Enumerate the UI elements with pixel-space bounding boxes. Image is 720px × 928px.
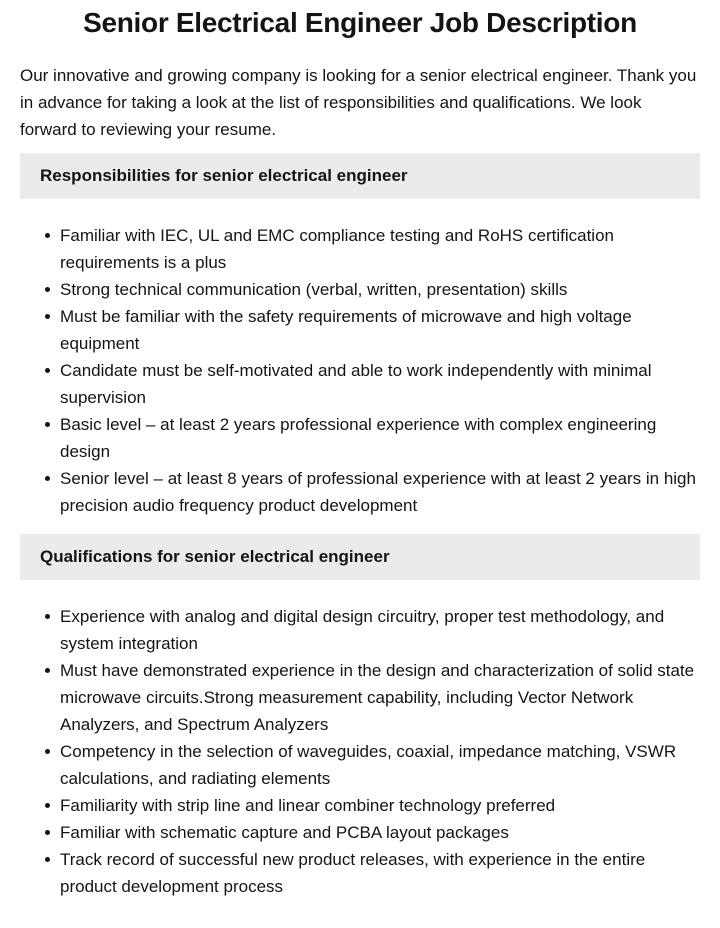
list-item: Must be familiar with the safety requirements of microwave and high voltage equipment [60,303,698,357]
intro-paragraph: Our innovative and growing company is looking for a senior electrical engineer. Thank you in advance for taking a look at the list of responsibilities and qualifications. We look forward to reviewing your resume. [20,66,697,139]
job-description-document [0,6,720,928]
list-item: Must have demonstrated experience in the design and characterization of solid state microwave circuits.Strong measurement capability, including Vector Network Analyzers, and Spectrum Analyzers [60,657,698,738]
responsibilities-list [20,222,698,519]
list-item: Competency in the selection of waveguides, coaxial, impedance matching, VSWR calculations, and radiating elements [60,738,698,792]
page-title: Senior Electrical Engineer Job Description [83,7,637,38]
section-header-qualifications: Qualifications for senior electrical engineer [20,534,700,580]
list-item: Basic level – at least 2 years professional experience with complex engineering design [60,411,698,465]
list-item: Familiarity with strip line and linear combiner technology preferred [60,792,698,819]
list-item: Familiar with IEC, UL and EMC compliance testing and RoHS certification requirements is a plus [60,222,698,276]
list-item: Strong technical communication (verbal, written, presentation) skills [60,276,698,303]
list-item: Experience with analog and digital design circuitry, proper test methodology, and system integration [60,603,698,657]
list-item: Candidate must be self-motivated and able to work independently with minimal supervision [60,357,698,411]
list-item: Senior level – at least 8 years of professional experience with at least 2 years in high precision audio frequency product development [60,465,698,519]
section-header-responsibilities: Responsibilities for senior electrical engineer [20,153,700,199]
qualifications-list [20,603,698,900]
list-item: Track record of successful new product releases, with experience in the entire product development process [60,846,698,900]
list-item: Familiar with schematic capture and PCBA layout packages [60,819,698,846]
